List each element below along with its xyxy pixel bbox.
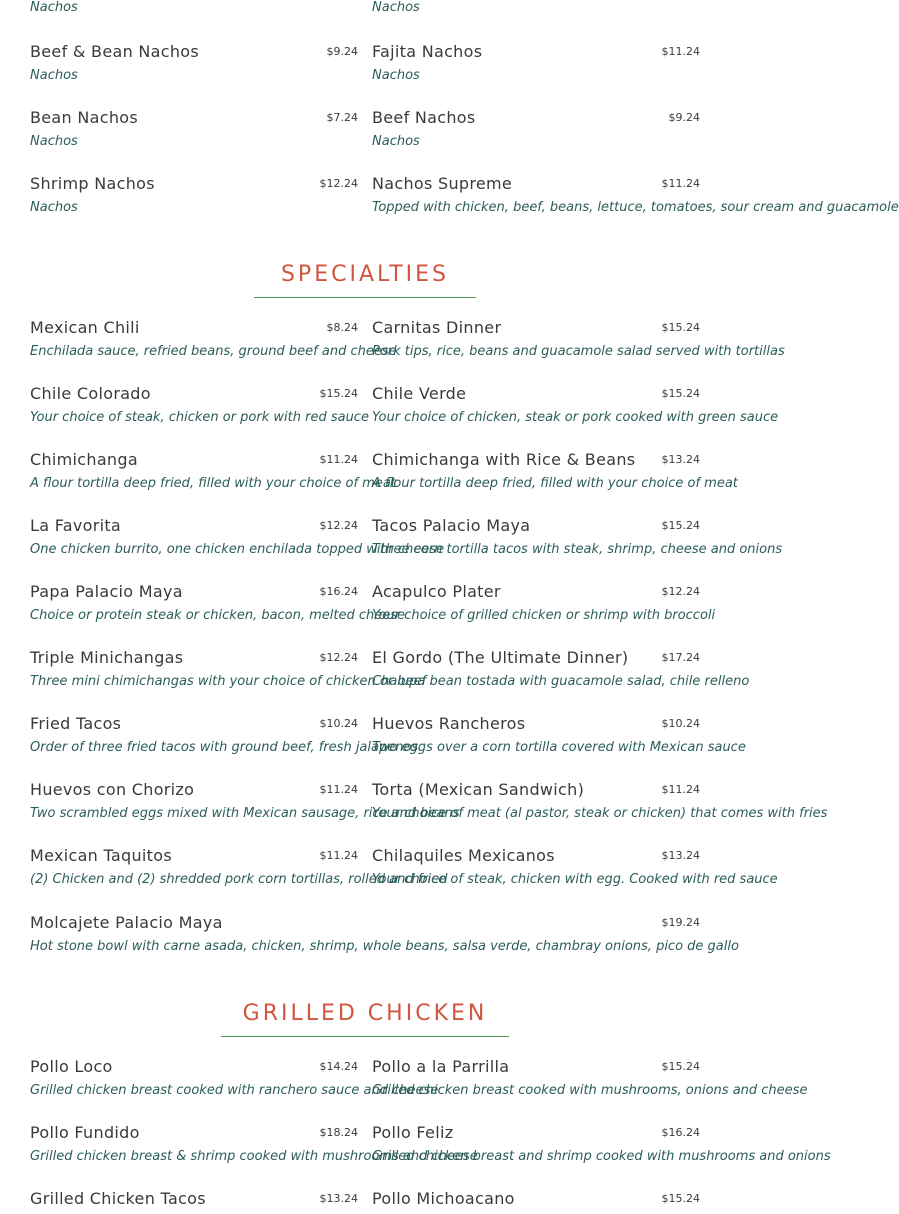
- item-description: Your choice of meat (al pastor, steak or chicken) that comes with fries: [372, 806, 828, 821]
- item-price: $15.24: [661, 519, 700, 532]
- item-description: (2) Chicken and (2) shredded pork corn tortillas, rolled and fried: [30, 872, 448, 887]
- item-price: $14.24: [319, 1060, 358, 1073]
- item-price: $12.24: [319, 519, 358, 532]
- item-price: $15.24: [661, 321, 700, 334]
- menu-item: [372, 450, 738, 500]
- item-description: Order of three fried tacos with ground beef, fresh jalapenos: [30, 740, 419, 755]
- item-description: Nachos: [372, 134, 420, 149]
- item-description: Nachos: [30, 200, 78, 215]
- item-name: Pollo Loco: [30, 1057, 113, 1076]
- item-price: $11.24: [319, 849, 358, 862]
- menu-item: [30, 108, 358, 158]
- menu-item: [372, 318, 785, 368]
- item-description: Nachos: [372, 0, 420, 15]
- item-price: $15.24: [661, 387, 700, 400]
- item-price: $15.24: [661, 1192, 700, 1205]
- item-name: Huevos Rancheros: [372, 714, 526, 733]
- item-price: $19.24: [661, 916, 700, 929]
- menu-item: [372, 516, 783, 566]
- item-name: Chile Verde: [372, 384, 467, 403]
- item-price: $9.24: [326, 45, 358, 58]
- item-name: Torta (Mexican Sandwich): [372, 780, 585, 799]
- menu-item: [30, 42, 358, 92]
- item-price: $16.24: [319, 585, 358, 598]
- item-description: Three corn tortilla tacos with steak, shrimp, cheese and onions: [372, 542, 783, 557]
- item-price: $10.24: [319, 717, 358, 730]
- item-description: A flour tortilla deep fried, filled with your choice of meat: [372, 476, 738, 491]
- item-price: $8.24: [326, 321, 358, 334]
- item-description: Your choice of chicken, steak or pork cooked with green sauce: [372, 410, 779, 425]
- item-name: Chimichanga: [30, 450, 138, 469]
- item-description: Grilled chicken breast & shrimp cooked with mushrooms and cheese: [30, 1149, 478, 1164]
- item-name: Grilled Chicken Tacos: [30, 1189, 206, 1208]
- menu-item-partial: [372, 0, 700, 24]
- item-price: $12.24: [319, 651, 358, 664]
- item-description: Topped with chicken, beef, beans, lettuce, tomatoes, sour cream and guacamole: [372, 200, 899, 215]
- section-heading-specialties: SPECIALTIES: [280, 262, 450, 287]
- item-description: Grilled chicken breast cooked with mushrooms, onions and cheese: [372, 1083, 808, 1098]
- item-price: $7.24: [326, 111, 358, 124]
- item-price: $10.24: [661, 717, 700, 730]
- menu-item: [372, 108, 700, 158]
- menu-item-partial: [30, 0, 358, 24]
- menu-item: [30, 582, 406, 632]
- item-name: Nachos Supreme: [372, 174, 513, 193]
- menu-item: [372, 1057, 808, 1107]
- item-name: Triple Minichangas: [30, 648, 184, 667]
- item-name: Carnitas Dinner: [372, 318, 502, 337]
- menu-item: [372, 648, 750, 698]
- menu-item: [372, 780, 828, 830]
- item-name: Pollo Michoacano: [372, 1189, 515, 1208]
- item-name: Bean Nachos: [30, 108, 138, 127]
- item-price: $15.24: [661, 1060, 700, 1073]
- item-description: Grilled chicken breast and shrimp cooked with mushrooms and onions: [372, 1149, 831, 1164]
- item-name: Chimichanga with Rice & Beans: [372, 450, 636, 469]
- item-price: $13.24: [661, 453, 700, 466]
- item-name: El Gordo (The Ultimate Dinner): [372, 648, 629, 667]
- item-name: Shrimp Nachos: [30, 174, 155, 193]
- item-description: Two eggs over a corn tortilla covered with Mexican sauce: [372, 740, 746, 755]
- item-price: $11.24: [661, 45, 700, 58]
- item-name: Chile Colorado: [30, 384, 151, 403]
- item-name: La Favorita: [30, 516, 122, 535]
- menu-item: [30, 714, 419, 764]
- menu-item: [30, 384, 369, 434]
- item-description: Choice or protein steak or chicken, bacon, melted cheese: [30, 608, 406, 623]
- item-description: Nachos: [30, 0, 78, 15]
- item-name: Mexican Taquitos: [30, 846, 172, 865]
- item-name: Chilaquiles Mexicanos: [372, 846, 555, 865]
- item-name: Pollo a la Parrilla: [372, 1057, 510, 1076]
- item-description: Hot stone bowl with carne asada, chicken, shrimp, whole beans, salsa verde, chambray onions, pico de gallo: [30, 939, 739, 954]
- item-name: Huevos con Chorizo: [30, 780, 195, 799]
- item-description: Enchilada sauce, refried beans, ground beef and cheese: [30, 344, 397, 359]
- section-heading-grilled-chicken: GRILLED CHICKEN: [242, 1001, 488, 1026]
- menu-item: [372, 384, 779, 434]
- item-description: Two scrambled eggs mixed with Mexican sausage, rice and beans: [30, 806, 460, 821]
- menu-item: [372, 174, 899, 224]
- item-description: Your choice of grilled chicken or shrimp with broccoli: [372, 608, 716, 623]
- item-price: $9.24: [668, 111, 700, 124]
- item-description: One chicken burrito, one chicken enchilada topped with cheese: [30, 542, 445, 557]
- item-name: Beef Nachos: [372, 108, 476, 127]
- item-description: Your choice of steak, chicken with egg. Cooked with red sauce: [372, 872, 778, 887]
- item-description: Grilled chicken breast cooked with ranchero sauce and cheese: [30, 1083, 439, 1098]
- menu-item-wide: [30, 913, 739, 963]
- item-name: Beef & Bean Nachos: [30, 42, 200, 61]
- item-description: Nachos: [372, 68, 420, 83]
- item-description: A flour tortilla deep fried, filled with your choice of meat: [30, 476, 396, 491]
- item-price: $11.24: [661, 783, 700, 796]
- item-price: $18.24: [319, 1126, 358, 1139]
- item-price: $15.24: [319, 387, 358, 400]
- item-price: $13.24: [319, 1192, 358, 1205]
- item-price: $12.24: [661, 585, 700, 598]
- menu-item: [30, 450, 396, 500]
- item-name: Fried Tacos: [30, 714, 122, 733]
- item-description: Nachos: [30, 68, 78, 83]
- menu-item: [30, 846, 448, 896]
- menu-item: [30, 1057, 439, 1107]
- menu-item: [372, 42, 700, 92]
- menu-item: [30, 648, 427, 698]
- menu-item: [30, 174, 358, 224]
- item-description: Your choice of steak, chicken or pork with red sauce: [30, 410, 369, 425]
- item-price: $12.24: [319, 177, 358, 190]
- item-name: Acapulco Plater: [372, 582, 501, 601]
- item-price: $11.24: [319, 783, 358, 796]
- section-divider: [254, 297, 476, 298]
- item-description: Chalupa bean tostada with guacamole salad, chile relleno: [372, 674, 750, 689]
- menu-item: [372, 1123, 831, 1173]
- item-description: Nachos: [30, 134, 78, 149]
- item-description: Three mini chimichangas with your choice of chicken or beef: [30, 674, 427, 689]
- item-name: Tacos Palacio Maya: [372, 516, 531, 535]
- menu-item: [30, 318, 397, 368]
- item-price: $11.24: [319, 453, 358, 466]
- item-name: Molcajete Palacio Maya: [30, 913, 223, 932]
- menu-item: [372, 846, 778, 896]
- item-price: $11.24: [661, 177, 700, 190]
- menu-item: [372, 714, 746, 764]
- item-name: Pollo Feliz: [372, 1123, 454, 1142]
- item-name: Fajita Nachos: [372, 42, 483, 61]
- section-divider: [221, 1036, 509, 1037]
- menu-item: [30, 516, 445, 566]
- menu-item: [30, 1189, 358, 1214]
- menu-item: [30, 780, 460, 830]
- item-name: Mexican Chili: [30, 318, 140, 337]
- menu-item: [372, 1189, 700, 1214]
- item-description: Pork tips, rice, beans and guacamole salad served with tortillas: [372, 344, 785, 359]
- menu-item: [372, 582, 716, 632]
- item-price: $13.24: [661, 849, 700, 862]
- item-name: Papa Palacio Maya: [30, 582, 183, 601]
- item-price: $16.24: [661, 1126, 700, 1139]
- item-name: Pollo Fundido: [30, 1123, 140, 1142]
- item-price: $17.24: [661, 651, 700, 664]
